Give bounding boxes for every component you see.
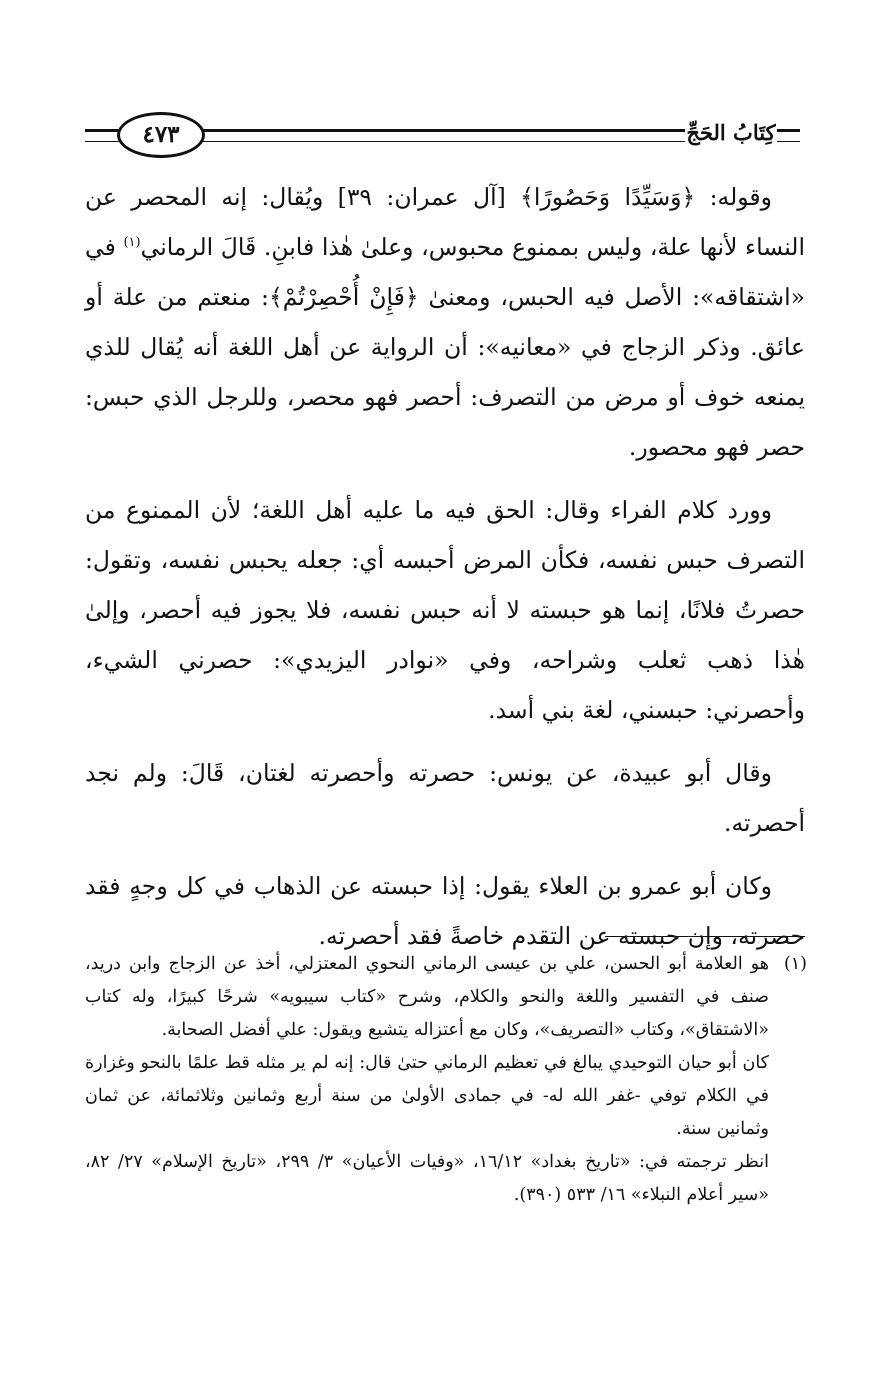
paragraph-3: وقال أبو عبيدة، عن يونس: حصرته وأحصرته لغتان، قَالَ: ولم نجد أحصرته. [85, 759, 805, 837]
footnote-separator [605, 936, 805, 937]
paragraph-1 [85, 172, 805, 472]
book-title: كِتَابُ الحَجِّ [685, 116, 777, 150]
header-rule-middle [193, 129, 713, 142]
footnotes [85, 948, 807, 1212]
running-header [85, 112, 800, 156]
paragraph-2: وورد كلام الفراء وقال: الحق فيه ما عليه أهل اللغة؛ لأن الممنوع من التصرف حبس نفسه، فكأن المرض أحبسه أي: جعله يحبس نفسه، وتقول: حصرتُ فلانًا، إنما هو حبسته لا أنه حبس نفسه، فلا يجوز فيه أحصر، وإلىٰ هٰذا ذهب ثعلب وشراحه، وفي «نوادر اليزيدي»: حصرني الشيء، وأحصرني: حبسني، لغة بني أسد. [85, 496, 805, 724]
footnote-1 [85, 948, 807, 1047]
footnote-1-part-3: انظر ترجمته في: «تاريخ بغداد» ١٦/١٢، «وفيات الأعيان» ٣/ ٢٩٩، «تاريخ الإسلام» ٢٧/ ٨٢، «سير أعلام النبلاء» ١٦/ ٥٣٣ (٣٩٠). [85, 1152, 770, 1205]
paragraph-1-text: وقوله: ﴿وَسَيِّدًا وَحَصُورًا﴾ [آل عمران: ٣٩] ويُقال: إنه المحصر عن النساء لأنها علة، وليس بممنوع محبوس، وعلىٰ هٰذا فابنِ. قَالَ الرماني [85, 183, 805, 261]
paragraph-1-continuation: في «اشتقاقه»: الأصل فيه الحبس، ومعنىٰ ﴿فَإِنْ أُحْصِرْتُمْ﴾: منعتم من علة أو عائق. وذكر الزجاج في «معانيه»: أن الرواية عن أهل اللغة أنه يُقال للذي يمنعه خوف أو مرض من التصرف: أحصر فهو محصر، وللرجل الذي حبس: حصر فهو محصور. [85, 233, 805, 461]
page-number: ٤٧٣ [117, 112, 205, 158]
main-text [85, 172, 805, 974]
footnote-1-text: هو العلامة أبو الحسن، علي بن عيسى الرماني النحوي المعتزلي، أخذ عن الزجاج وابن دريد، صنف في التفسير واللغة والنحو والكلام، وشرح «كتاب سيبويه» شرحًا كبيرًا، وله كتاب «الاشتقاق»، وكتاب «التصريف»، وكان مع أعتزاله يتشيع ويقول: علي أفضل الصحابة. [85, 954, 769, 1040]
footnote-1-part-2: كان أبو حيان التوحيدي يبالغ في تعظيم الرماني حتىٰ قال: إنه لم ير مثله قط علمًا بالنحو وغزارة في الكلام توفي -غفر الله له- في جمادى الأولىٰ من سنة أربع وثمانين وثلاثمائة، عن ثمان وثمانين سنة. [85, 1053, 769, 1139]
footnote-reference: (١) [123, 235, 141, 251]
footnote-marker: (١) [783, 954, 807, 974]
paragraph-4: وكان أبو عمرو بن العلاء يقول: إذا حبسته عن الذهاب في كل وجهٍ فقد حصرته، وإن حبسته عن التقدم خاصةً فقد أحصرته. [85, 872, 805, 950]
